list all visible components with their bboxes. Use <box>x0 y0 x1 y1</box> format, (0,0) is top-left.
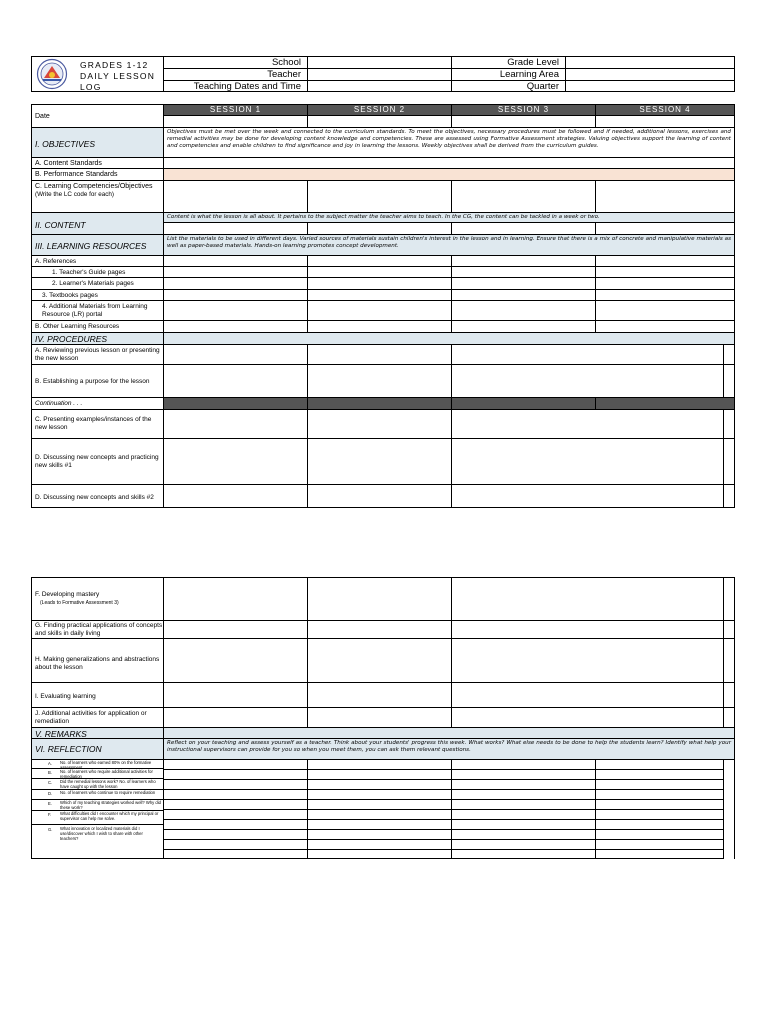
presenting-cell-2[interactable] <box>307 409 452 439</box>
establishing-cell-4[interactable] <box>723 364 735 398</box>
dates-label: Teaching Dates and Time <box>163 80 308 92</box>
generalizations-cell-1[interactable] <box>163 638 308 683</box>
competencies-label <box>31 180 164 213</box>
reflection-heading: VI. REFLECTION <box>31 738 164 760</box>
other-resources-label: B. Other Learning Resources <box>31 320 164 333</box>
discussing-1-cell-4[interactable] <box>723 438 735 485</box>
dates-field[interactable] <box>307 80 452 92</box>
reviewing-cell-4[interactable] <box>723 344 735 365</box>
teacher-label: Teacher <box>163 68 308 81</box>
additional-activities-cell-4[interactable] <box>723 707 735 728</box>
additional-materials-cell-1[interactable] <box>163 300 308 321</box>
learning-resources-note: List the materials to be used in different days. Varied sources of materials sustain children's interest in the lesson and in learning. Ensure that there is a mix of concrete and manipulative materials as well as paper-based materials. Hands-on learning promotes concept development. <box>163 234 735 256</box>
teachers-guide-label: 1. Teacher's Guide pages <box>31 266 164 278</box>
reflection-text: What difficulties did I encounter which my principal or supervisor can help me solve. <box>60 811 159 821</box>
discussing-2-cell-2[interactable] <box>307 484 452 508</box>
learners-materials-label: 2. Learner's Materials pages <box>31 277 164 290</box>
presenting-cell-3[interactable] <box>451 409 724 439</box>
content-standards-label: A. Content Standards <box>31 157 164 169</box>
reflection-text: No. of learners who continue to require remediation <box>60 790 156 795</box>
reviewing-label: A. Reviewing previous lesson or presenting the new lesson <box>31 344 164 365</box>
establishing-cell-1[interactable] <box>163 364 308 398</box>
establishing-cell-2[interactable] <box>307 364 452 398</box>
reflection-letter: C. <box>48 780 53 785</box>
mastery-text: F. Developing mastery <box>35 591 100 598</box>
presenting-cell-1[interactable] <box>163 409 308 439</box>
competencies-cell-1[interactable] <box>163 180 308 213</box>
log-label: LOG <box>80 82 102 92</box>
quarter-field[interactable] <box>565 80 735 92</box>
competencies-subtext: (Write the LC code for each) <box>35 191 114 198</box>
practical-cell-3[interactable] <box>451 620 724 639</box>
discussing-1-cell-3[interactable] <box>451 438 724 485</box>
references-label: A. References <box>31 255 164 267</box>
establishing-label: B. Establishing a purpose for the lesson <box>31 364 164 398</box>
additional-materials-cell-3[interactable] <box>451 300 596 321</box>
generalizations-cell-2[interactable] <box>307 638 452 683</box>
reflection-letter: B. <box>48 770 52 775</box>
competencies-cell-2[interactable] <box>307 180 452 213</box>
objectives-heading: I. OBJECTIVES <box>31 127 164 158</box>
generalizations-cell-4[interactable] <box>723 638 735 683</box>
competencies-cell-4[interactable] <box>595 180 735 213</box>
daily-lesson-label: DAILY LESSON <box>80 71 156 81</box>
remarks-heading: V. REMARKS <box>31 727 164 739</box>
textbooks-label: 3. Textbooks pages <box>31 289 164 301</box>
mastery-cell-1[interactable] <box>163 577 308 621</box>
additional-activities-cell-1[interactable] <box>163 707 308 728</box>
practical-label: G. Finding practical applications of concepts and skills in daily living <box>31 620 164 639</box>
presenting-label: C. Presenting examples/instances of the new lesson <box>31 409 164 439</box>
reviewing-cell-3[interactable] <box>451 344 724 365</box>
reflection-text: No. of learners who earned 80% on the formative assessment <box>60 760 152 769</box>
mastery-subtext: (Leads to Formative Assessment 3) <box>40 599 119 606</box>
evaluating-label: I. Evaluating learning <box>31 682 164 708</box>
grade-level-label: Grade Level <box>451 56 566 69</box>
reflection-item-f <box>31 810 164 825</box>
date-label: Date <box>31 104 164 128</box>
practical-cell-2[interactable] <box>307 620 452 639</box>
discussing-1-label: D. Discussing new concepts and practicing new skills #1 <box>31 438 164 485</box>
reflection-grid-col-1[interactable] <box>163 759 308 859</box>
reflection-text: What innovation or localized materials did I use/discover which I wish to share with other teachers? <box>60 826 143 841</box>
additional-activities-cell-2[interactable] <box>307 707 452 728</box>
session-4-header: SESSION 4 <box>595 104 735 116</box>
reflection-grid-edge <box>734 759 735 859</box>
reflection-letter: F. <box>48 812 52 817</box>
discussing-2-cell-1[interactable] <box>163 484 308 508</box>
deped-seal-icon <box>34 58 70 90</box>
discussing-2-label: D. Discussing new concepts and skills #2 <box>31 484 164 508</box>
discussing-1-cell-1[interactable] <box>163 438 308 485</box>
reviewing-cell-2[interactable] <box>307 344 452 365</box>
reflection-letter: E. <box>48 801 52 806</box>
reflection-letter: G. <box>48 827 53 832</box>
competencies-text: C. Learning Competencies/Objectives <box>35 183 153 190</box>
quarter-label: Quarter <box>451 80 566 92</box>
evaluating-cell-1[interactable] <box>163 682 308 708</box>
reviewing-cell-1[interactable] <box>163 344 308 365</box>
generalizations-cell-3[interactable] <box>451 638 724 683</box>
reflection-note: Reflect on your teaching and assess yourself as a teacher. Think about your students' progress this week. What works? What else needs to be done to help the students learn? Identify what help your instructional supervisors can provide for you so when you meet them, you can ask them relevant questions. <box>163 738 735 760</box>
additional-materials-label: 4. Additional Materials from Learning Resource (LR) portal <box>31 300 164 321</box>
learning-area-label: Learning Area <box>451 68 566 81</box>
reflection-text: No. of learners who require additional activities for remediation <box>60 769 153 779</box>
content-heading: II. CONTENT <box>31 212 164 235</box>
evaluating-cell-2[interactable] <box>307 682 452 708</box>
discussing-2-cell-3[interactable] <box>451 484 724 508</box>
learning-resources-heading: III. LEARNING RESOURCES <box>31 234 164 256</box>
additional-materials-cell-4[interactable] <box>595 300 735 321</box>
grades-label: GRADES 1-12 <box>80 60 149 70</box>
mastery-cell-2[interactable] <box>307 577 452 621</box>
practical-cell-1[interactable] <box>163 620 308 639</box>
performance-standards-label: B. Performance Standards <box>31 168 164 181</box>
procedures-heading: IV. PROCEDURES <box>31 332 164 345</box>
school-label: School <box>163 56 308 69</box>
presenting-cell-4[interactable] <box>723 409 735 439</box>
reflection-text: Which of my teaching strategies worked well? Why did these work? <box>60 800 162 810</box>
continuation-label: Continuation . . . <box>31 397 164 410</box>
practical-cell-4[interactable] <box>723 620 735 639</box>
session-1-header: SESSION 1 <box>163 104 308 116</box>
additional-materials-cell-2[interactable] <box>307 300 452 321</box>
reflection-text: Did the remedial lessons work? No. of learners who have caught up with the lesson <box>60 779 156 789</box>
reflection-letter: A. <box>48 761 52 766</box>
evaluating-cell-4[interactable] <box>723 682 735 708</box>
evaluating-cell-3[interactable] <box>451 682 724 708</box>
session-3-header: SESSION 3 <box>451 104 596 116</box>
reflection-grid-col-3[interactable] <box>451 759 596 859</box>
additional-activities-label: J. Additional activities for application or remediation <box>31 707 164 728</box>
mastery-label <box>31 577 164 621</box>
mastery-cell-4[interactable] <box>723 577 735 621</box>
generalizations-label: H. Making generalizations and abstractions about the lesson <box>31 638 164 683</box>
reflection-grid-col-4[interactable] <box>595 759 724 859</box>
discussing-1-cell-2[interactable] <box>307 438 452 485</box>
additional-activities-cell-3[interactable] <box>451 707 724 728</box>
objectives-note: Objectives must be met over the week and connected to the curriculum standards. To meet the objectives, necessary procedures must be followed and if needed, additional lessons, exercises and remedial activities may be done for developing content knowledge and competencies. These are assessed using Formative Assessment strategies. Valuing objectives support the learning of content and competencies and enable children to find significance and joy in learning the lessons. Weekly objectives shall be derived from the curriculum guides. <box>163 127 735 158</box>
session-2-header: SESSION 2 <box>307 104 452 116</box>
reflection-item-g <box>31 824 164 859</box>
reflection-grid-col-2[interactable] <box>307 759 452 859</box>
establishing-cell-3[interactable] <box>451 364 724 398</box>
mastery-cell-3[interactable] <box>451 577 724 621</box>
discussing-2-cell-4[interactable] <box>723 484 735 508</box>
reflection-letter: D. <box>48 791 53 796</box>
competencies-cell-3[interactable] <box>451 180 596 213</box>
content-note: Content is what the lesson is all about. It pertains to the subject matter the teacher aims to teach. In the CG, the content can be tackled in a week or two. <box>163 212 735 223</box>
